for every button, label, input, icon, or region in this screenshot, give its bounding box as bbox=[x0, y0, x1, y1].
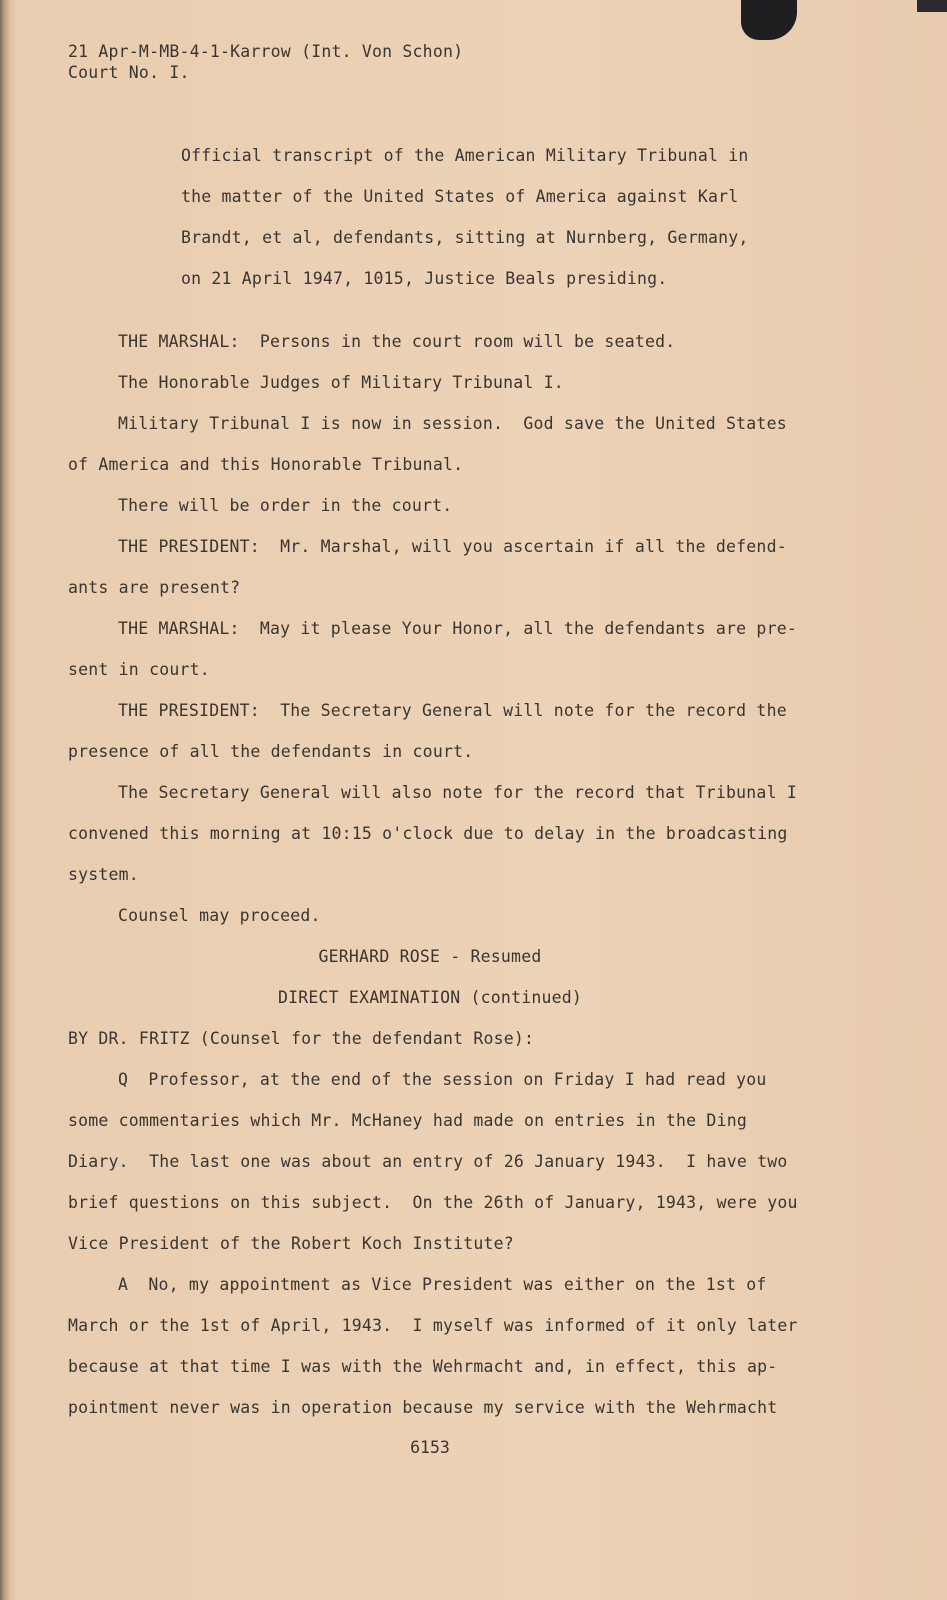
body-line: system. bbox=[68, 865, 139, 884]
body-line: THE MARSHAL: Persons in the court room will be seated. bbox=[118, 332, 676, 351]
torn-corner bbox=[741, 0, 797, 40]
torn-corner-edge bbox=[917, 0, 947, 12]
body-line: Counsel may proceed. bbox=[118, 906, 321, 925]
body-line: A No, my appointment as Vice President was either on the 1st of bbox=[118, 1275, 767, 1294]
body-line: sent in court. bbox=[68, 660, 210, 679]
body-line: Q Professor, at the end of the session on Friday I had read you bbox=[118, 1070, 767, 1089]
body-line: convened this morning at 10:15 o'clock due to delay in the broadcasting bbox=[68, 824, 788, 843]
page-number: 6153 bbox=[410, 1438, 450, 1457]
body-line: Military Tribunal I is now in session. God save the United States bbox=[118, 414, 787, 433]
body-line: of America and this Honorable Tribunal. bbox=[68, 455, 464, 474]
intro-line: the matter of the United States of America against Karl bbox=[181, 187, 739, 206]
body-line: Vice President of the Robert Koch Institute? bbox=[68, 1234, 514, 1253]
body-line: ants are present? bbox=[68, 578, 241, 597]
body-line: THE PRESIDENT: The Secretary General will note for the record the bbox=[118, 701, 787, 720]
paper-edge-shadow bbox=[0, 0, 10, 1600]
body-line: The Secretary General will also note for the record that Tribunal I bbox=[118, 783, 797, 802]
body-line: because at that time I was with the Wehrmacht and, in effect, this ap- bbox=[68, 1357, 778, 1376]
body-line: brief questions on this subject. On the 26th of January, 1943, were you bbox=[68, 1193, 798, 1212]
body-line: some commentaries which Mr. McHaney had made on entries in the Ding bbox=[68, 1111, 747, 1130]
body-line: presence of all the defendants in court. bbox=[68, 742, 474, 761]
intro-line: Brandt, et al, defendants, sitting at Nurnberg, Germany, bbox=[181, 228, 749, 247]
body-line: pointment never was in operation because my service with the Wehrmacht bbox=[68, 1398, 778, 1417]
body-line: Diary. The last one was about an entry of 26 January 1943. I have two bbox=[68, 1152, 788, 1171]
witness-heading: GERHARD ROSE - Resumed bbox=[318, 947, 542, 966]
examination-heading: DIRECT EXAMINATION (continued) bbox=[277, 988, 582, 1007]
body-line: March or the 1st of April, 1943. I myself was informed of it only later bbox=[68, 1316, 798, 1335]
header-line-1: 21 Apr-M-MB-4-1-Karrow (Int. Von Schon) bbox=[68, 42, 464, 61]
body-line: The Honorable Judges of Military Tribunal I. bbox=[118, 373, 564, 392]
body-line: BY DR. FRITZ (Counsel for the defendant Rose): bbox=[68, 1029, 535, 1048]
body-line: There will be order in the court. bbox=[118, 496, 453, 515]
body-line: THE PRESIDENT: Mr. Marshal, will you ascertain if all the defend- bbox=[118, 537, 787, 556]
header-line-2: Court No. I. bbox=[68, 63, 190, 82]
intro-line: on 21 April 1947, 1015, Justice Beals presiding. bbox=[181, 269, 668, 288]
intro-line: Official transcript of the American Military Tribunal in bbox=[181, 146, 749, 165]
body-line: THE MARSHAL: May it please Your Honor, all the defendants are pre- bbox=[118, 619, 797, 638]
